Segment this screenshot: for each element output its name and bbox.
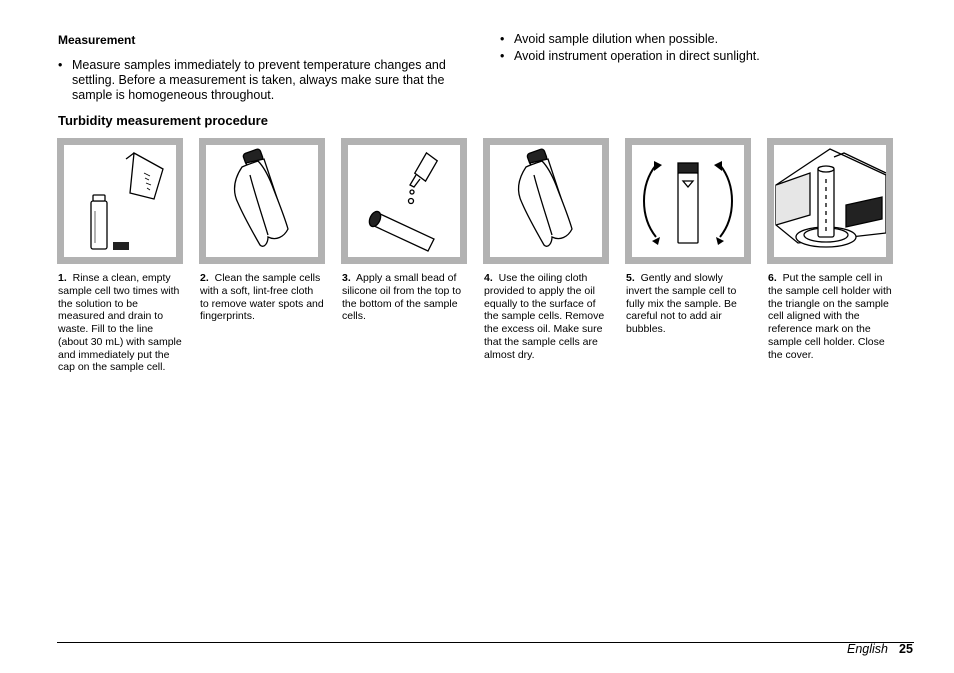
step-text: Clean the sample cells with a soft, lint-free cloth to remove water spots and fingerprints. <box>200 272 324 323</box>
step-5-illustration <box>625 138 751 264</box>
step-1-caption <box>58 272 182 374</box>
step-4-caption <box>484 272 608 361</box>
step-number: 6. <box>768 272 777 284</box>
procedure-heading: Turbidity measurement procedure <box>58 113 268 128</box>
measurement-bullet: • Measure samples immediately to prevent temperature changes and settling. Before a measurement is taken, always make sure that the sample is homogeneous throughout. <box>58 58 468 103</box>
step-text: Rinse a clean, empty sample cell two times with the solution to be measured and drain to waste. Fill to the line (about 30 mL) with sample and immediately put the cap on the sample cell. <box>58 272 182 374</box>
oiling-cloth-icon <box>490 145 602 257</box>
step-5-caption <box>626 272 750 336</box>
invert-cell-icon <box>632 145 744 257</box>
step-6-caption <box>768 272 892 361</box>
advice-bullet-list <box>500 32 920 66</box>
step-number: 4. <box>484 272 493 284</box>
step-3-illustration <box>341 138 467 264</box>
rinse-cell-icon <box>64 145 176 257</box>
step-1-illustration <box>57 138 183 264</box>
step-number: 3. <box>342 272 351 284</box>
step-text: Use the oiling cloth provided to apply the oil equally to the surface of the sample cells. Remove the excess oil. Make sure that the sample cells are almost dry. <box>484 272 605 361</box>
step-4-illustration <box>483 138 609 264</box>
cloth-wipe-icon <box>206 145 318 257</box>
step-number: 1. <box>58 272 67 284</box>
page-number: 25 <box>899 642 913 656</box>
footer-rule <box>57 642 914 643</box>
step-text: Put the sample cell in the sample cell holder with the triangle on the sample cell aligned with the reference mark on the sample cell holder. Close the cover. <box>768 272 892 361</box>
step-text: Apply a small bead of silicone oil from the top to the bottom of the sample cells. <box>342 272 462 323</box>
advice-bullet: • Avoid sample dilution when possible. <box>500 32 920 47</box>
footer-language: English <box>847 642 888 656</box>
measurement-bullet-list <box>58 58 468 103</box>
oil-drop-icon <box>348 145 460 257</box>
step-2-illustration <box>199 138 325 264</box>
step-6-illustration <box>767 138 893 264</box>
step-2-caption <box>200 272 324 323</box>
step-number: 2. <box>200 272 209 284</box>
step-3-caption <box>342 272 466 323</box>
step-text: Gently and slowly invert the sample cell to fully mix the sample. Be careful not to add air bubbles. <box>626 272 737 335</box>
advice-bullet: • Avoid instrument operation in direct sunlight. <box>500 49 920 64</box>
measurement-heading: Measurement <box>58 33 136 47</box>
insert-cell-icon <box>774 145 886 257</box>
step-number: 5. <box>626 272 635 284</box>
